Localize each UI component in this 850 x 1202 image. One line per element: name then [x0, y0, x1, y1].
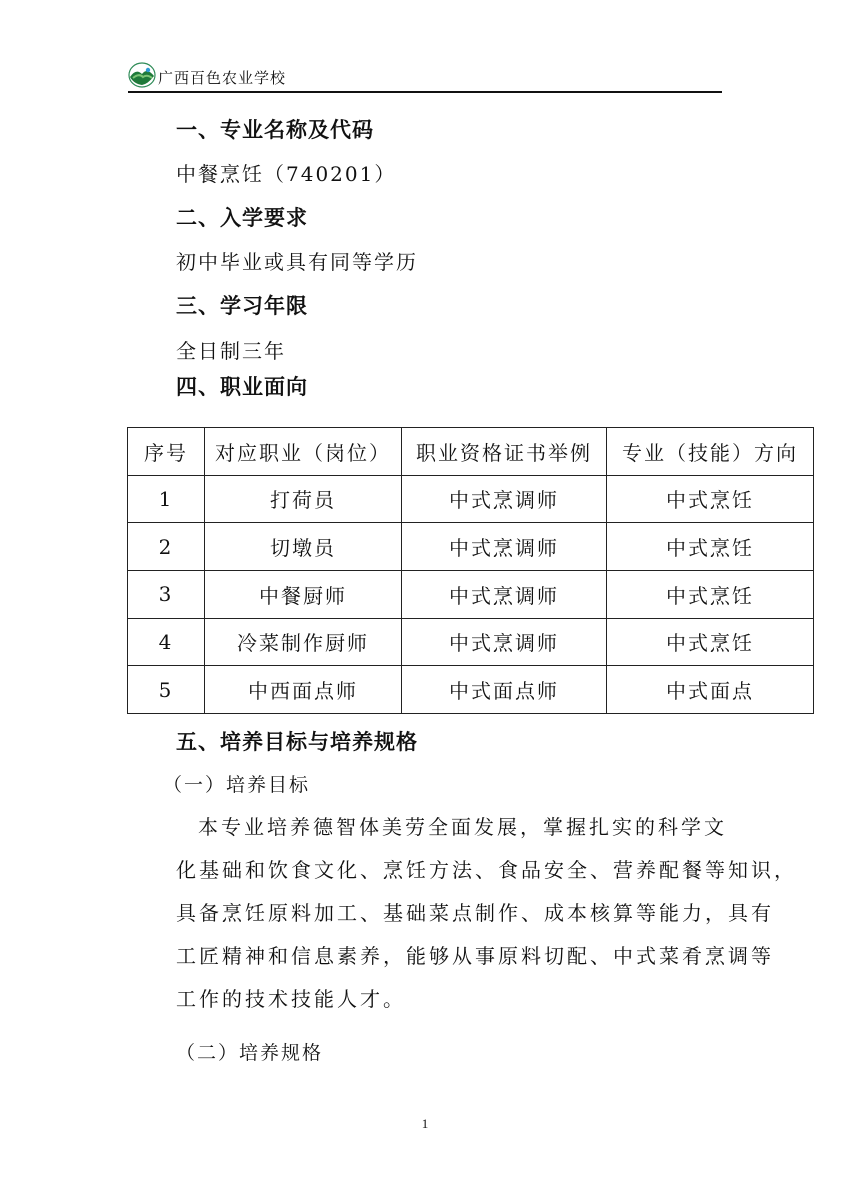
table-cell: 2: [128, 523, 205, 571]
column-header-certificate: 职业资格证书举例: [402, 428, 607, 476]
objectives-paragraph: [176, 806, 797, 1021]
section-heading-admission: 二、入学要求: [176, 206, 308, 230]
table-cell: 中式烹调师: [402, 570, 607, 618]
table-cell: 4: [128, 618, 205, 666]
table-cell: 1: [128, 475, 205, 523]
section-heading-objectives: 五、培养目标与培养规格: [176, 730, 418, 754]
section-heading-duration: 三、学习年限: [176, 294, 308, 318]
paragraph-line: 化基础和饮食文化、烹饪方法、食品安全、营养配餐等知识，: [176, 858, 797, 882]
major-name-code: 中餐烹饪（740201）: [176, 162, 397, 186]
table-cell: 中餐厨师: [205, 570, 402, 618]
table-cell: 中式烹饪: [607, 570, 814, 618]
paragraph-line: 工作的技术技能人才。: [176, 987, 406, 1011]
table-cell: 中式面点师: [402, 666, 607, 714]
column-header-no: 序号: [128, 428, 205, 476]
page-number: 1: [421, 1116, 429, 1131]
table-cell: 中式烹饪: [607, 523, 814, 571]
table-cell: 3: [128, 570, 205, 618]
table-cell: 中式烹调师: [402, 618, 607, 666]
table-row: [128, 570, 814, 618]
table-cell: 中式烹饪: [607, 618, 814, 666]
study-duration: 全日制三年: [176, 339, 286, 363]
admission-requirement: 初中毕业或具有同等学历: [176, 250, 418, 274]
section-heading-major: 一、专业名称及代码: [176, 118, 374, 142]
column-header-direction: 专业（技能）方向: [607, 428, 814, 476]
table-header-row: [128, 428, 814, 476]
table-row: [128, 523, 814, 571]
school-name: 广西百色农业学校: [158, 69, 287, 87]
paragraph-line: 具备烹饪原料加工、基础菜点制作、成本核算等能力，具有: [176, 901, 774, 925]
page-header: [128, 60, 722, 93]
header-divider: [128, 91, 722, 93]
table-cell: 中式烹调师: [402, 475, 607, 523]
table-cell: 打荷员: [205, 475, 402, 523]
table-row: [128, 666, 814, 714]
table-cell: 中式烹饪: [607, 475, 814, 523]
table-cell: 中式面点: [607, 666, 814, 714]
subsection-title-specifications: （二）培养规格: [176, 1042, 324, 1064]
table-cell: 切墩员: [205, 523, 402, 571]
school-logo-icon: [128, 62, 156, 88]
table-row: [128, 618, 814, 666]
column-header-occupation: 对应职业（岗位）: [205, 428, 402, 476]
table-cell: 中式烹调师: [402, 523, 607, 571]
table-cell: 5: [128, 666, 205, 714]
table-row: [128, 475, 814, 523]
paragraph-line: 本专业培养德智体美劳全面发展，掌握扎实的科学文: [198, 815, 727, 839]
paragraph-line: 工匠精神和信息素养，能够从事原料切配、中式菜肴烹调等: [176, 944, 774, 968]
subsection-title-objectives: （一）培养目标: [163, 774, 311, 796]
table-cell: 中西面点师: [205, 666, 402, 714]
occupation-table: [127, 427, 814, 714]
section-heading-occupation: 四、职业面向: [176, 375, 308, 399]
table-cell: 冷菜制作厨师: [205, 618, 402, 666]
